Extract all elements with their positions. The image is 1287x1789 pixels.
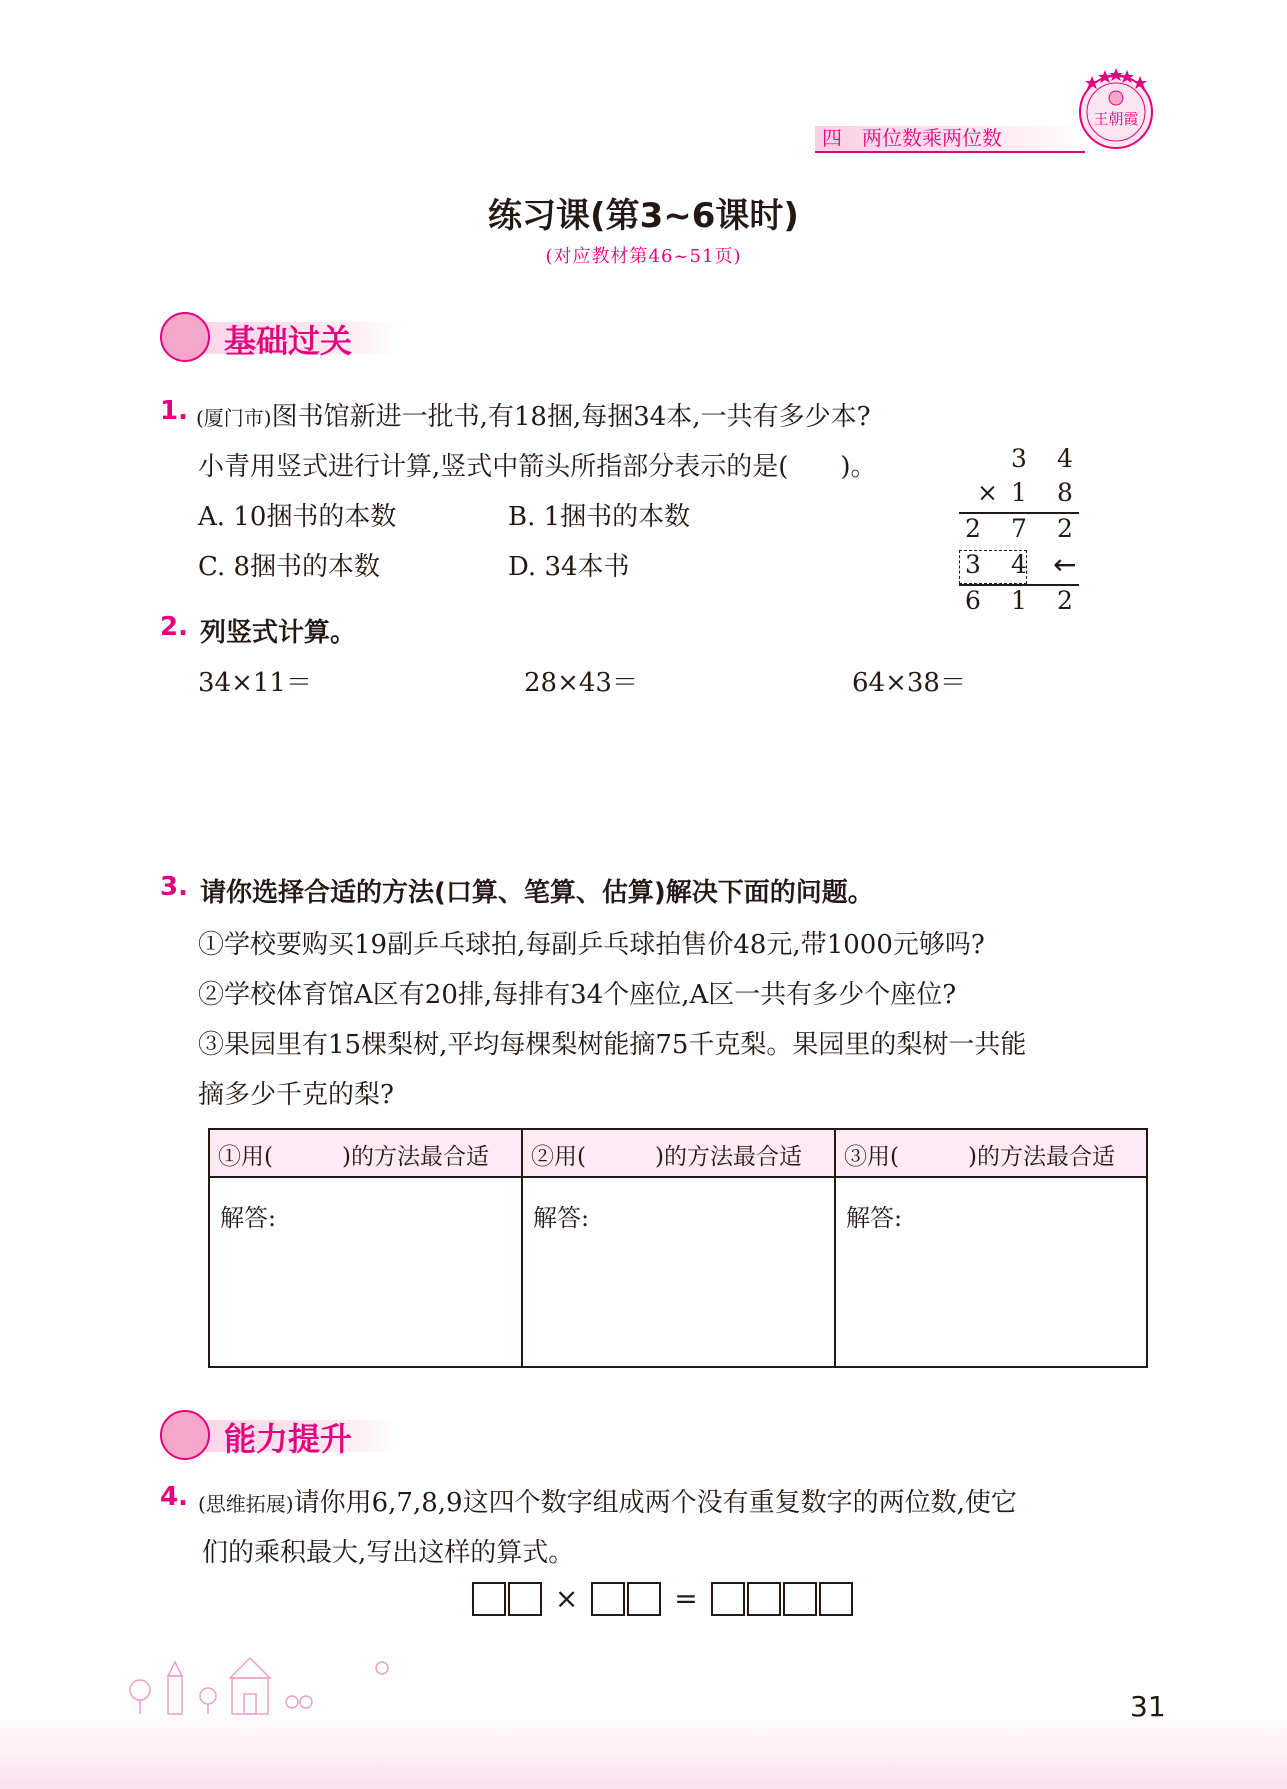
multiply-sign: × — [554, 1582, 579, 1615]
cartoon-icon — [160, 312, 210, 362]
digit: 7 — [1011, 514, 1027, 543]
option-d: D. 34本书 — [508, 552, 630, 582]
page-subtitle: (对应教材第46~51页) — [545, 246, 742, 267]
question-3-text: 请你选择合适的方法(口算、笔算、估算)解决下面的问题。 — [200, 878, 874, 908]
section-title: 能力提升 — [224, 1420, 353, 1458]
digit: 4 — [1057, 444, 1073, 473]
digit: 4 — [1011, 550, 1027, 579]
publisher-logo — [1075, 62, 1157, 154]
digit-box[interactable] — [627, 1582, 661, 1616]
digit-box[interactable] — [591, 1582, 625, 1616]
footer-band — [0, 1712, 1287, 1789]
column-divider — [521, 1130, 523, 1366]
answer-table — [208, 1128, 1148, 1368]
question-body: 图书馆新进一批书,有18捆,每捆34本,一共有多少本? — [271, 402, 871, 432]
digit: 3 — [1011, 444, 1027, 473]
answer-label: 解答: — [846, 1204, 903, 1232]
digit-box[interactable] — [819, 1582, 853, 1616]
option-b: B. 1捆书的本数 — [508, 502, 691, 532]
section-banner-advanced — [160, 1410, 410, 1456]
digit: 2 — [1057, 514, 1073, 543]
answer-boxes — [472, 1582, 853, 1624]
digit-box[interactable] — [472, 1582, 506, 1616]
problem-3-line2: 摘多少千克的梨? — [198, 1080, 394, 1110]
page-title: 练习课(第3~6课时) — [488, 196, 799, 236]
problem-1: ①学校要购买19副乒乓球拍,每副乒乓球拍售价48元,带1000元够吗? — [198, 930, 985, 960]
chapter-label: 四 两位数乘两位数 — [822, 126, 1002, 150]
question-number: 1. — [160, 396, 188, 426]
digit: 2 — [1057, 586, 1073, 615]
question-number: 4. — [160, 1482, 188, 1512]
digit: 2 — [965, 514, 981, 543]
equals-sign: = — [674, 1582, 698, 1615]
decorative-town-illustration — [120, 1648, 410, 1718]
digit-box[interactable] — [508, 1582, 542, 1616]
vertical-multiplication — [955, 444, 1115, 624]
question-4-text — [198, 1482, 1017, 1519]
question-4-text-line2: 们的乘积最大,写出这样的算式。 — [202, 1538, 575, 1568]
digit: 8 — [1057, 478, 1073, 507]
table-header-cell: ②用( )的方法最合适 — [531, 1144, 802, 1170]
section-banner-basic — [160, 312, 410, 358]
table-header-cell: ①用( )的方法最合适 — [218, 1144, 489, 1170]
calc-item-1: 34×11＝ — [198, 668, 312, 698]
option-c: C. 8捆书的本数 — [198, 552, 381, 582]
answer-label: 解答: — [220, 1204, 277, 1232]
question-source: (厦门市) — [196, 406, 272, 430]
header-divider — [815, 151, 1085, 153]
column-divider — [834, 1130, 836, 1366]
digit: 1 — [1011, 586, 1027, 615]
arrow-left-icon: ← — [1053, 548, 1077, 581]
digit-box[interactable] — [711, 1582, 745, 1616]
table-header-cell: ③用( )的方法最合适 — [844, 1144, 1115, 1170]
question-number: 3. — [160, 872, 188, 902]
option-a: A. 10捆书的本数 — [198, 502, 397, 532]
svg-text:王朝霞: 王朝霞 — [1093, 110, 1139, 128]
question-source: (思维拓展) — [198, 1492, 294, 1516]
multiply-sign: × — [977, 478, 998, 507]
digit-box[interactable] — [783, 1582, 817, 1616]
question-1-text — [196, 396, 871, 433]
section-title: 基础过关 — [224, 322, 353, 360]
page-number: 31 — [1130, 1690, 1166, 1723]
problem-2: ②学校体育馆A区有20排,每排有34个座位,A区一共有多少个座位? — [198, 980, 957, 1010]
question-2-text: 列竖式计算。 — [200, 618, 357, 648]
question-1-subtext: 小青用竖式进行计算,竖式中箭头所指部分表示的是( )。 — [198, 452, 877, 482]
digit: 1 — [1011, 478, 1027, 507]
problem-3-line1: ③果园里有15棵梨树,平均每棵梨树能摘75千克梨。果园里的梨树一共能 — [198, 1030, 1027, 1060]
calc-item-3: 64×38＝ — [852, 668, 966, 698]
digit-box[interactable] — [747, 1582, 781, 1616]
cartoon-icon — [160, 1410, 210, 1460]
question-body: 请你用6,7,8,9这四个数字组成两个没有重复数字的两位数,使它 — [293, 1488, 1017, 1518]
calc-item-2: 28×43＝ — [524, 668, 638, 698]
digit: 6 — [965, 586, 981, 615]
digit: 3 — [965, 550, 981, 579]
question-number: 2. — [160, 612, 188, 642]
answer-label: 解答: — [533, 1204, 590, 1232]
